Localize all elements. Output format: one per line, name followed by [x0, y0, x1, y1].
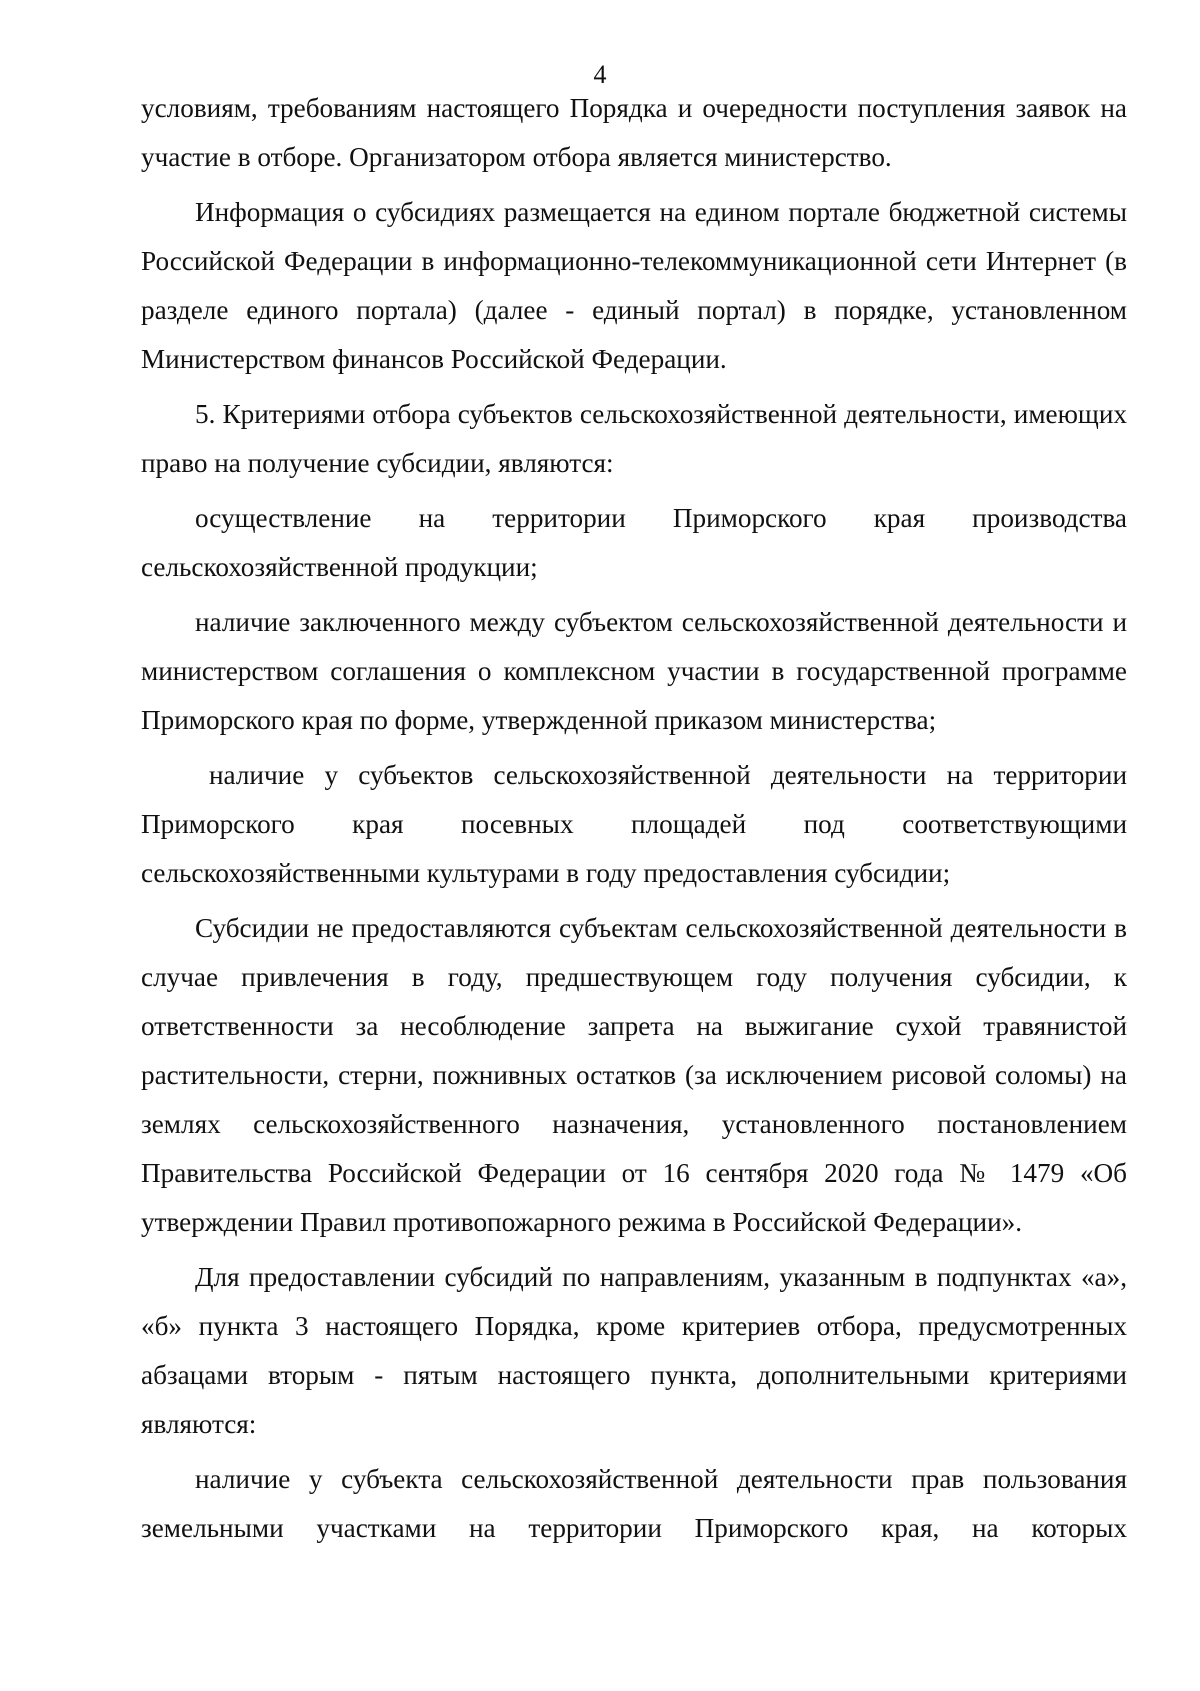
paragraph-continuation: условиям, требованиям настоящего Порядка и очередности поступления заявок на участие в отборе. Организатором отбора является министерство.	[141, 93, 1127, 172]
paragraph-land-use-rights: наличие у субъекта сельскохозяйственной деятельности прав пользования земельными участками на территории Приморского края, на которых	[141, 1464, 1127, 1543]
paragraph-criterion-production: осуществление на территории Приморского края производства сельскохозяйственной продукции;	[141, 503, 1127, 582]
paragraph-criterion-agreement: наличие заключенного между субъектом сельскохозяйственной деятельности и министерством соглашения о комплексном участии в государственной программе Приморского края по форме, утвержденной приказом министерства;	[141, 607, 1127, 735]
paragraph-additional-criteria: Для предоставлении субсидий по направлениям, указанным в подпунктах «а», «б» пункта 3 настоящего Порядка, кроме критериев отбора, предусмотренных абзацами вторым - пятым настоящего пункта, дополнительными критериями являются:	[141, 1262, 1127, 1439]
page-number: 4	[593, 60, 607, 89]
paragraph-criteria-intro: 5. Критериями отбора субъектов сельскохозяйственной деятельности, имеющих право на получение субсидии, являются:	[141, 399, 1127, 478]
document-body	[141, 84, 1127, 1553]
paragraph-subsidy-info: Информация о субсидиях размещается на едином портале бюджетной системы Российской Федерации в информационно-телекоммуникационной сети Интернет (в разделе единого портала) (далее - единый портал) в порядке, установленном Министерством финансов Российской Федерации.	[141, 197, 1127, 374]
paragraph-criterion-sown-areas: наличие у субъектов сельскохозяйственной деятельности на территории Приморского края посевных площадей под соответствующими сельскохозяйственными культурами в году предоставления субсидии;	[141, 760, 1127, 888]
paragraph-subsidy-exclusion: Субсидии не предоставляются субъектам сельскохозяйственной деятельности в случае привлечения в году, предшествующем году получения субсидии, к ответственности за несоблюдение запрета на выжигание сухой травянистой растительности, стерни, пожнивных остатков (за исключением рисовой соломы) на землях сельскохозяйственного назначения, установленного постановлением Правительства Российской Федерации от 16 сентября 2020 года № 1479 «Об утверждении Правил противопожарного режима в Российской Федерации».	[141, 913, 1127, 1237]
